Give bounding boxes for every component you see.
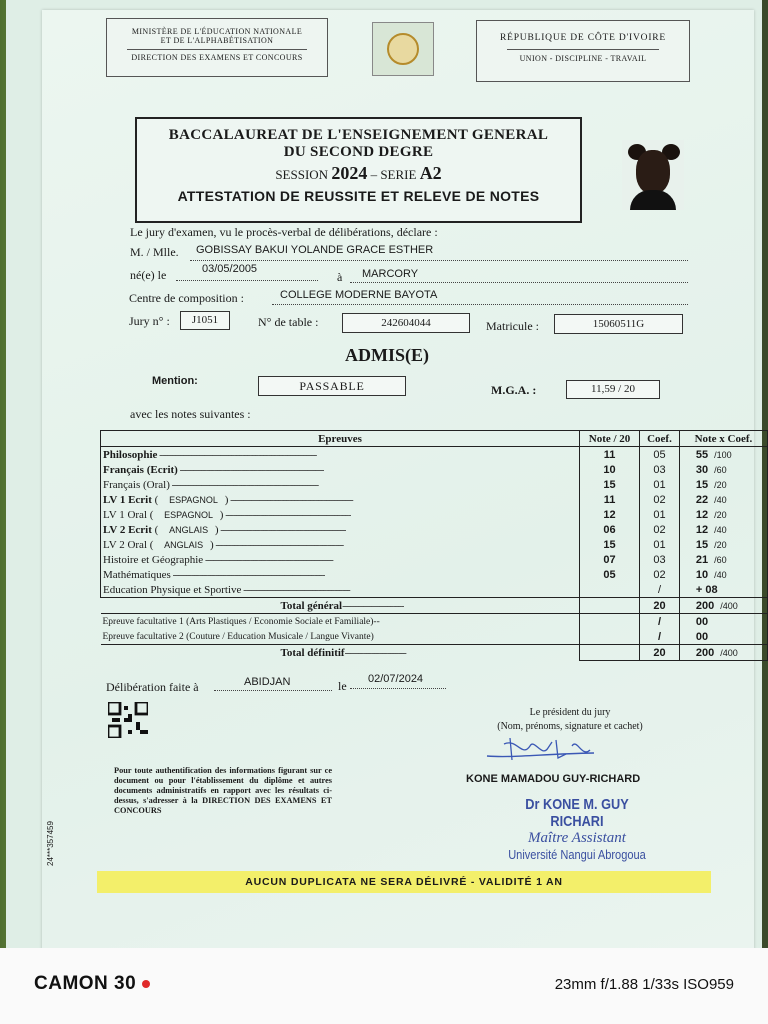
leader-dashes: ------------------------------------------------------ [177, 463, 324, 476]
title-line2: DU SECOND DEGRE [283, 144, 434, 160]
camera-model [34, 973, 150, 995]
birth-date-dots [176, 280, 318, 281]
grade-row [101, 462, 768, 477]
points-max: /60 [714, 464, 727, 475]
deliberation-date: 02/07/2024 [368, 673, 424, 685]
summary-coef-cell: / [640, 629, 680, 645]
summary-points: 00 [695, 630, 709, 643]
summary-points-cell [679, 598, 767, 614]
deliberation-place-dots [214, 690, 332, 691]
summary-label-cell [101, 645, 580, 661]
points-cell [679, 507, 767, 522]
points-cell [679, 447, 767, 463]
grade-row [101, 522, 768, 537]
summary-points-cell [679, 614, 767, 630]
subject-cell: LV 1 Oral ( ESPAGNOL ) ----------------------------------------------- [101, 507, 580, 522]
birth-place-dots [350, 282, 688, 283]
deliberation-date-dots [350, 688, 446, 689]
leader-dashes: ----------------------------------------------- [223, 508, 351, 521]
subject-cell: LV 2 Ecrit ( ANGLAIS ) ----------------------------------------------- [101, 522, 580, 537]
summary-row [101, 598, 768, 614]
serial-number: 24***357459 [46, 821, 55, 866]
subject-language: ANGLAIS [164, 539, 204, 550]
birth-date: 03/05/2005 [202, 263, 258, 275]
session-year: 2024 [331, 163, 368, 183]
republic-name: RÉPUBLIQUE DE CÔTE D'IVOIRE [499, 33, 667, 43]
note-cell: 06 [579, 522, 639, 537]
summary-coef-cell: / [640, 614, 680, 630]
summary-label-cell [101, 614, 580, 630]
subject-cell [101, 567, 580, 582]
subject-name: Mathématiques [103, 568, 171, 581]
points-cell [679, 552, 767, 567]
summary-row [101, 614, 768, 630]
header-note-coef: Note x Coef. [679, 431, 767, 447]
deliberation-label: Délibération faite à [106, 680, 199, 694]
points-value: 15 [695, 478, 709, 491]
deliberation-date-label: le [338, 679, 347, 693]
subject-cell [101, 447, 580, 463]
ministry-line2: ET DE L'ALPHABÉTISATION [160, 36, 274, 45]
name-label: M. / Mlle. [130, 245, 179, 259]
coef-cell: 05 [640, 447, 680, 463]
matricule-label: Matricule : [486, 319, 539, 333]
summary-label: Total définitif [280, 646, 345, 659]
points-cell [679, 492, 767, 507]
centre-label: Centre de composition : [129, 291, 244, 305]
summary-label: Epreuve facultative 2 (Couture / Education Musicale / Langue Vivante) [102, 631, 374, 642]
summary-row [101, 645, 768, 661]
coef-cell: 01 [640, 537, 680, 552]
points-value: 22 [695, 493, 709, 506]
mention-value: PASSABLE [258, 376, 406, 396]
notes-intro: avec les notes suivantes : [130, 407, 251, 421]
camera-model-text: CAMON 30 [34, 973, 137, 994]
subject-name: Français (Oral) [103, 478, 170, 491]
subject-cell [101, 582, 580, 598]
jury-statement: Le jury d'examen, vu le procès-verbal de délibérations, déclare : [130, 225, 438, 239]
name-dots [190, 260, 688, 261]
serie-label: – SERIE [370, 167, 417, 182]
summary-coef-cell: 20 [640, 645, 680, 661]
summary-points: 200 [695, 646, 715, 659]
points-value: 12 [695, 508, 709, 521]
points-value: 15 [695, 538, 709, 551]
title-line1: BACCALAUREAT DE L'ENSEIGNEMENT GENERAL [168, 127, 549, 143]
points-max: /40 [714, 524, 727, 535]
serie-value: A2 [419, 163, 442, 183]
subject-name: LV 2 Oral [103, 538, 147, 551]
session-label: SESSION [275, 167, 329, 182]
coef-cell: / [640, 582, 680, 598]
points-cell [679, 462, 767, 477]
table-number: 242604044 [342, 313, 470, 333]
points-max: /60 [714, 554, 727, 565]
grades-table [100, 430, 768, 661]
note-cell: 12 [579, 507, 639, 522]
admission-status: ADMIS(E) [345, 345, 429, 365]
subject-name: Français (Ecrit) [103, 463, 178, 476]
coef-cell: 01 [640, 477, 680, 492]
jury-number: J1051 [180, 311, 230, 330]
matricule-value: 15060511G [554, 314, 683, 334]
grade-row [101, 552, 768, 567]
summary-note-cell [579, 598, 639, 614]
camera-exif: 23mm f/1.88 1/33s ISO959 [554, 976, 734, 993]
ministry-box [106, 18, 328, 77]
grade-row [101, 492, 768, 507]
coef-cell: 03 [640, 552, 680, 567]
subject-name: Histoire et Géographie [103, 553, 204, 566]
leader-dashes: ----------------------- [342, 599, 404, 612]
points-max: /20 [714, 479, 727, 490]
subject-cell [101, 462, 580, 477]
stamp-line2: Maître Assistant [528, 830, 626, 846]
subject-cell [101, 477, 580, 492]
grade-row [101, 537, 768, 552]
points-value: 55 [695, 448, 709, 461]
points-max: /40 [714, 494, 727, 505]
leader-dashes: ----------------------------------------------- [218, 523, 346, 536]
summary-max: /400 [720, 647, 738, 658]
coef-cell: 02 [640, 492, 680, 507]
note-cell: 15 [579, 477, 639, 492]
grade-row [101, 477, 768, 492]
points-max: /20 [714, 509, 727, 520]
leader-dashes: ----------------------- [344, 646, 406, 659]
points-value: 30 [695, 463, 709, 476]
points-max: /20 [714, 539, 727, 550]
summary-note-cell [579, 614, 639, 630]
coef-cell: 01 [640, 507, 680, 522]
note-cell: 10 [579, 462, 639, 477]
points-cell [679, 567, 767, 582]
title-line4: ATTESTATION DE REUSSITE ET RELEVE DE NOTES [177, 188, 540, 204]
summary-note-cell [579, 645, 639, 661]
subject-language: ESPAGNOL [169, 494, 218, 505]
signature-icon [482, 728, 602, 768]
summary-points: 200 [695, 599, 715, 612]
qr-code-icon [108, 702, 148, 738]
grade-row [101, 582, 768, 598]
candidate-name: GOBISSAY BAKUI YOLANDE GRACE ESTHER [196, 244, 434, 256]
note-cell: 05 [579, 567, 639, 582]
subject-name: LV 1 Oral [103, 508, 147, 521]
stamp-line1: Dr KONE M. GUY RICHARI [525, 796, 629, 830]
record-dot-icon [142, 980, 150, 988]
summary-label-cell [101, 598, 580, 614]
leader-dashes: ---------------------------------------------- [228, 493, 353, 506]
at-label: à [337, 270, 343, 284]
deliberation-place: ABIDJAN [244, 676, 291, 688]
stamp-line3: Université Nangui Abrogoua [508, 847, 646, 862]
points-cell [679, 522, 767, 537]
subject-cell: LV 1 Ecrit ( ESPAGNOL ) ---------------------------------------------- [101, 492, 580, 507]
republic-box [476, 20, 690, 82]
points-max: /40 [714, 569, 727, 580]
leader-dashes: ------------------------------------------------------- [169, 478, 319, 491]
validity-banner: AUCUN DUPLICATA NE SERA DÉLIVRÉ - VALIDITÉ 1 AN [97, 871, 711, 893]
mga-value: 11,59 / 20 [566, 380, 660, 399]
summary-points-cell [679, 629, 767, 645]
subject-language: ANGLAIS [169, 524, 209, 535]
republic-motto: UNION - DISCIPLINE - TRAVAIL [519, 54, 647, 63]
coef-cell: 02 [640, 522, 680, 537]
points-value: 12 [695, 523, 709, 536]
summary-points: 00 [695, 615, 709, 628]
subject-cell [101, 552, 580, 567]
centre-value: COLLEGE MODERNE BAYOTA [280, 289, 438, 301]
leader-dashes: ------------------------------------------------ [203, 553, 333, 566]
subject-name: Education Physique et Sportive [103, 583, 242, 596]
official-stamp [496, 796, 658, 862]
summary-max: /400 [720, 600, 738, 611]
subject-cell: LV 2 Oral ( ANGLAIS ) ------------------------------------------------ [101, 537, 580, 552]
table-label: N° de table : [258, 315, 319, 329]
note-cell: 07 [579, 552, 639, 567]
note-cell: 15 [579, 537, 639, 552]
subject-name: LV 1 Ecrit [103, 493, 152, 506]
leader-dashes: ------------------------------------------------ [213, 538, 344, 551]
president-name: KONE MAMADOU GUY-RICHARD [466, 773, 641, 785]
grade-row [101, 567, 768, 582]
mga-label: M.G.A. : [491, 383, 537, 397]
summary-coef-cell: 20 [640, 598, 680, 614]
subject-language: ESPAGNOL [164, 509, 214, 520]
summary-label: Epreuve facultative 1 (Arts Plastiques / Economie Sociale et Familiale)-- [102, 616, 380, 627]
header-note: Note / 20 [579, 431, 639, 447]
points-value: + 08 [695, 583, 718, 596]
leader-dashes: --------------------------------------------------------- [170, 568, 325, 581]
authentication-notice: Pour toute authentification des informations figurant sur ce document ou pour l'établissement du diplôme et autres documents administratifs en rapport avec les résultats ci-dessus, s'adresser à la DIRECTION DES EXAMENS ET CONCOURS [114, 766, 332, 815]
subject-name: Philosophie [103, 448, 158, 461]
summary-row [101, 629, 768, 645]
points-cell [679, 537, 767, 552]
points-value: 21 [695, 553, 709, 566]
coef-cell: 02 [640, 567, 680, 582]
leader-dashes: ----------------------------------------------------------- [157, 448, 317, 461]
note-cell: 11 [579, 492, 639, 507]
summary-points-cell [679, 645, 767, 661]
points-max: /100 [714, 449, 732, 460]
leader-dashes: ---------------------------------------- [241, 583, 350, 596]
points-value: 10 [695, 568, 709, 581]
grade-row [101, 447, 768, 463]
note-cell: 11 [579, 447, 639, 463]
born-label: né(e) le [130, 268, 167, 282]
header-epreuves: Epreuves [101, 431, 580, 447]
session-line [137, 163, 580, 184]
ministry-line1: MINISTÈRE DE L'ÉDUCATION NATIONALE [131, 27, 303, 36]
subject-name: LV 2 Ecrit [103, 523, 152, 536]
candidate-photo [622, 140, 684, 210]
summary-label: Total général [280, 599, 343, 612]
coef-cell: 03 [640, 462, 680, 477]
mention-label: Mention: [152, 375, 198, 387]
title-box [135, 117, 582, 223]
summary-note-cell [579, 629, 639, 645]
jury-label: Jury n° : [129, 314, 170, 328]
coat-of-arms-icon [372, 22, 434, 76]
grade-row [101, 507, 768, 522]
president-title: Le président du jury [529, 707, 611, 718]
birth-place: MARCORY [362, 268, 419, 280]
header-coef: Coef. [640, 431, 680, 447]
president-subtitle: (Nom, prénoms, signature et cachet) [497, 721, 643, 732]
points-cell [679, 582, 767, 598]
points-cell [679, 477, 767, 492]
summary-label-cell [101, 629, 580, 645]
ministry-line3: DIRECTION DES EXAMENS ET CONCOURS [131, 53, 303, 62]
centre-dots [272, 304, 688, 305]
note-cell [579, 582, 639, 598]
